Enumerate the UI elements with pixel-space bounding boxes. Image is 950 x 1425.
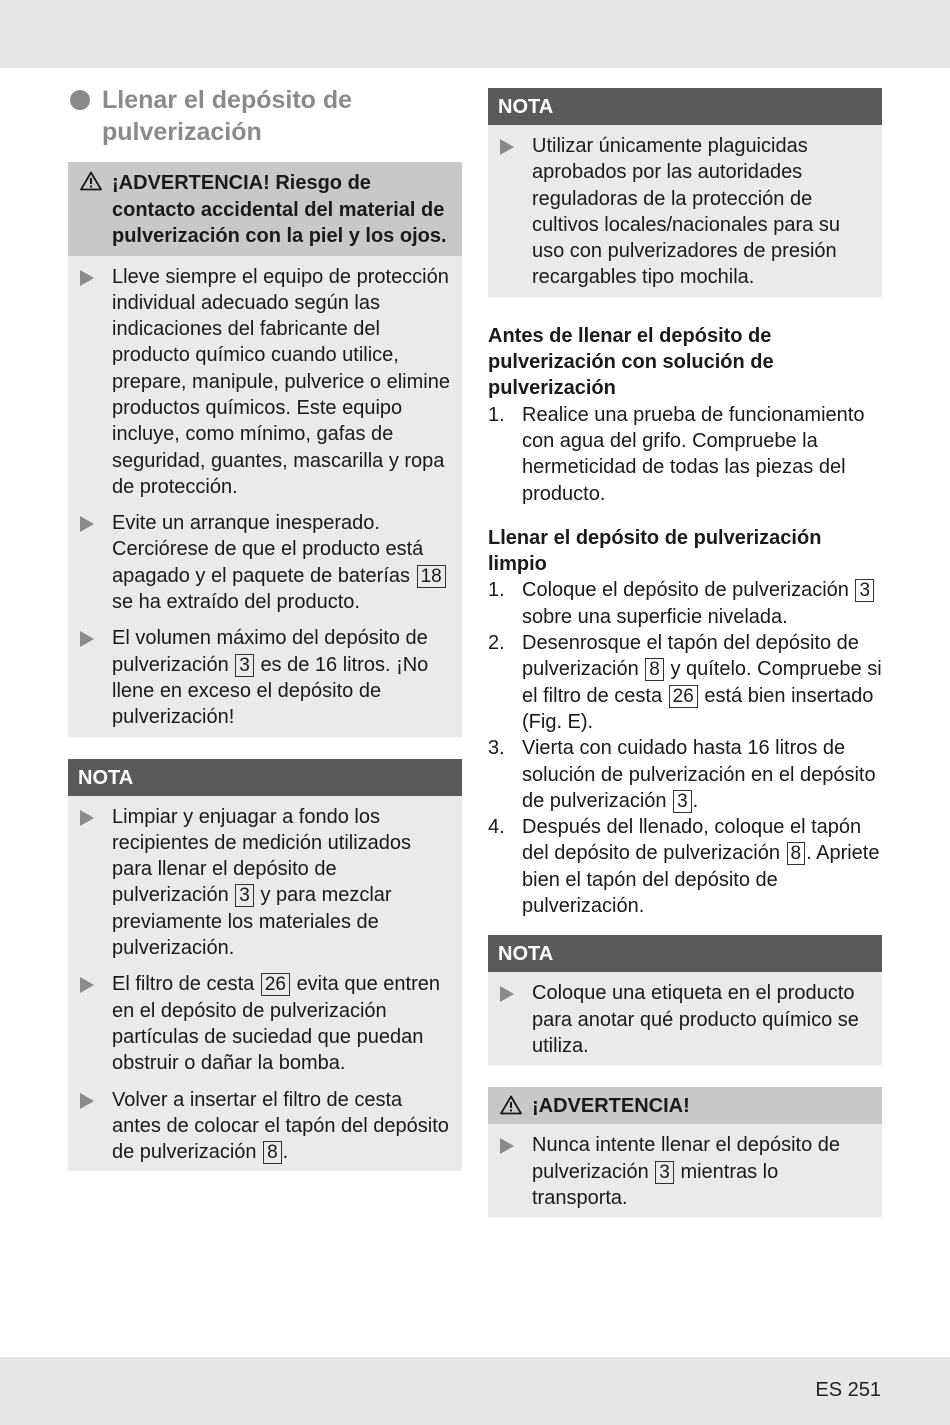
item-text: es de 16 litros. ¡No llene en exceso el depósito de pulverización! bbox=[112, 653, 429, 729]
step-text: Coloque el depósito de pulverización bbox=[522, 579, 849, 602]
arrow-bullet-icon bbox=[500, 1138, 514, 1154]
bullet-dot-icon bbox=[70, 90, 90, 110]
step-number: 4. bbox=[488, 816, 505, 839]
arrow-bullet-icon bbox=[80, 810, 94, 826]
note-header: NOTA bbox=[68, 759, 462, 796]
item-text: y para mezclar previamente los materiales de pulverización. bbox=[112, 884, 392, 960]
item-text: Nunca intente llenar el depósito de pulverización bbox=[532, 1134, 840, 1183]
list-item bbox=[80, 971, 450, 1076]
note-header: NOTA bbox=[488, 935, 882, 972]
note-box bbox=[68, 759, 462, 1172]
subsection-heading: Antes de llenar el depósito de pulverización con solución de pulverización bbox=[488, 324, 774, 400]
list-item bbox=[500, 980, 870, 1059]
arrow-bullet-icon bbox=[500, 139, 514, 155]
list-item bbox=[500, 133, 870, 291]
item-text: Limpiar y enjuagar a fondo los recipientes de medición utilizados para llenar el depósito de pulverización bbox=[112, 805, 412, 907]
item-text: Evite un arranque inesperado. Cerciórese de que el producto está apagado y el paquete de baterías bbox=[112, 512, 424, 587]
arrow-bullet-icon bbox=[80, 977, 94, 993]
item-text: mientras lo transporta. bbox=[532, 1160, 779, 1209]
part-reference: 8 bbox=[787, 842, 806, 865]
part-reference: 3 bbox=[235, 884, 254, 907]
arrow-bullet-icon bbox=[80, 270, 94, 286]
list-item bbox=[80, 625, 450, 730]
list-item bbox=[80, 264, 450, 501]
item-text: evita que entren en el depósito de pulverización partículas de suciedad que puedan obstruir o dañar la bomba. bbox=[112, 973, 440, 1075]
step-text: sobre una superficie nivelada. bbox=[522, 605, 788, 628]
warning-triangle-icon bbox=[80, 171, 102, 191]
subsection-heading: Llenar el depósito de pulverización limpio bbox=[488, 526, 822, 576]
arrow-bullet-icon bbox=[500, 986, 514, 1002]
list-item bbox=[80, 510, 450, 615]
step-text: Después del llenado, coloque el tapón del depósito de pulverización bbox=[522, 816, 862, 865]
part-reference: 26 bbox=[669, 685, 698, 708]
step-item bbox=[488, 630, 882, 735]
note-box bbox=[488, 935, 882, 1065]
warning-header bbox=[68, 162, 462, 256]
item-text: Lleve siempre el equipo de protección individual adecuado según las indicaciones del fabricante del producto químico cuando utilice, prepare, manipule, pulverice o elimine productos químicos. Este equipo incluye, como mínimo, gafas de seguridad, guantes, mascarilla y ropa de protección. bbox=[112, 265, 450, 498]
part-reference: 18 bbox=[417, 565, 446, 588]
warning-box bbox=[488, 1087, 882, 1217]
part-reference: 3 bbox=[235, 654, 254, 677]
step-number: 3. bbox=[488, 737, 505, 760]
warning-title: ¡ADVERTENCIA! bbox=[532, 1095, 690, 1118]
arrow-bullet-icon bbox=[80, 516, 94, 532]
item-text: Volver a insertar el filtro de cesta antes de colocar el tapón del depósito de pulverización bbox=[112, 1088, 449, 1164]
step-number: 2. bbox=[488, 632, 505, 655]
item-text: El filtro de cesta bbox=[112, 973, 255, 996]
warning-header bbox=[488, 1087, 882, 1124]
warning-title: ¡ADVERTENCIA! Riesgo de contacto accidental del material de pulverización con la piel y los ojos. bbox=[112, 172, 447, 247]
section-title: Llenar el depósito de pulverización bbox=[102, 86, 353, 146]
warning-box bbox=[68, 162, 462, 737]
step-text: . bbox=[692, 789, 699, 812]
note-header: NOTA bbox=[488, 88, 882, 125]
section-heading bbox=[68, 84, 462, 148]
note-body bbox=[68, 796, 462, 1172]
step-item bbox=[488, 814, 882, 919]
step-text: . Apriete bien el tapón del depósito de pulverización. bbox=[522, 842, 880, 918]
step-text: Desenrosque el tapón del depósito de pulverización bbox=[522, 632, 859, 681]
right-column bbox=[488, 88, 882, 1239]
warning-body bbox=[68, 256, 462, 737]
note-box bbox=[488, 88, 882, 297]
arrow-bullet-icon bbox=[80, 1093, 94, 1109]
step-text: está bien insertado (Fig. E). bbox=[522, 684, 874, 733]
step-item bbox=[488, 577, 882, 630]
header-band bbox=[0, 0, 950, 68]
list-item bbox=[80, 1087, 450, 1166]
step-text: y quítelo. Compruebe si el filtro de cesta bbox=[522, 658, 882, 707]
part-reference: 26 bbox=[261, 973, 290, 996]
part-reference: 3 bbox=[673, 790, 692, 813]
warning-body bbox=[488, 1124, 882, 1217]
step-text: Realice una prueba de funcionamiento con agua del grifo. Compruebe la hermeticidad de todas las piezas del producto. bbox=[522, 403, 865, 505]
item-text: se ha extraído del producto. bbox=[112, 591, 360, 614]
left-column bbox=[68, 84, 462, 1193]
arrow-bullet-icon bbox=[80, 631, 94, 647]
item-text: Coloque una etiqueta en el producto para anotar qué producto químico se utiliza. bbox=[532, 982, 859, 1057]
step-number: 1. bbox=[488, 403, 505, 426]
item-text: Utilizar únicamente plaguicidas aprobados por las autoridades reguladoras de la protección de cultivos locales/nacionales para su uso con pulverizadores de presión recargables tipo mochila. bbox=[532, 135, 840, 289]
item-text: . bbox=[282, 1141, 289, 1164]
step-item bbox=[488, 402, 882, 507]
list-item bbox=[500, 1132, 870, 1211]
part-reference: 8 bbox=[645, 658, 664, 681]
note-body bbox=[488, 972, 882, 1065]
step-item bbox=[488, 735, 882, 814]
part-reference: 8 bbox=[263, 1141, 282, 1164]
part-reference: 3 bbox=[855, 579, 874, 602]
note-body bbox=[488, 125, 882, 297]
part-reference: 3 bbox=[655, 1161, 674, 1184]
step-number: 1. bbox=[488, 579, 505, 602]
step-text: Vierta con cuidado hasta 16 litros de solución de pulverización en el depósito de pulverización bbox=[522, 737, 876, 812]
page-number: ES 251 bbox=[815, 1379, 881, 1401]
warning-triangle-icon bbox=[500, 1095, 522, 1115]
item-text: El volumen máximo del depósito de pulverización bbox=[112, 627, 428, 676]
footer-band bbox=[0, 1357, 950, 1425]
list-item bbox=[80, 804, 450, 962]
